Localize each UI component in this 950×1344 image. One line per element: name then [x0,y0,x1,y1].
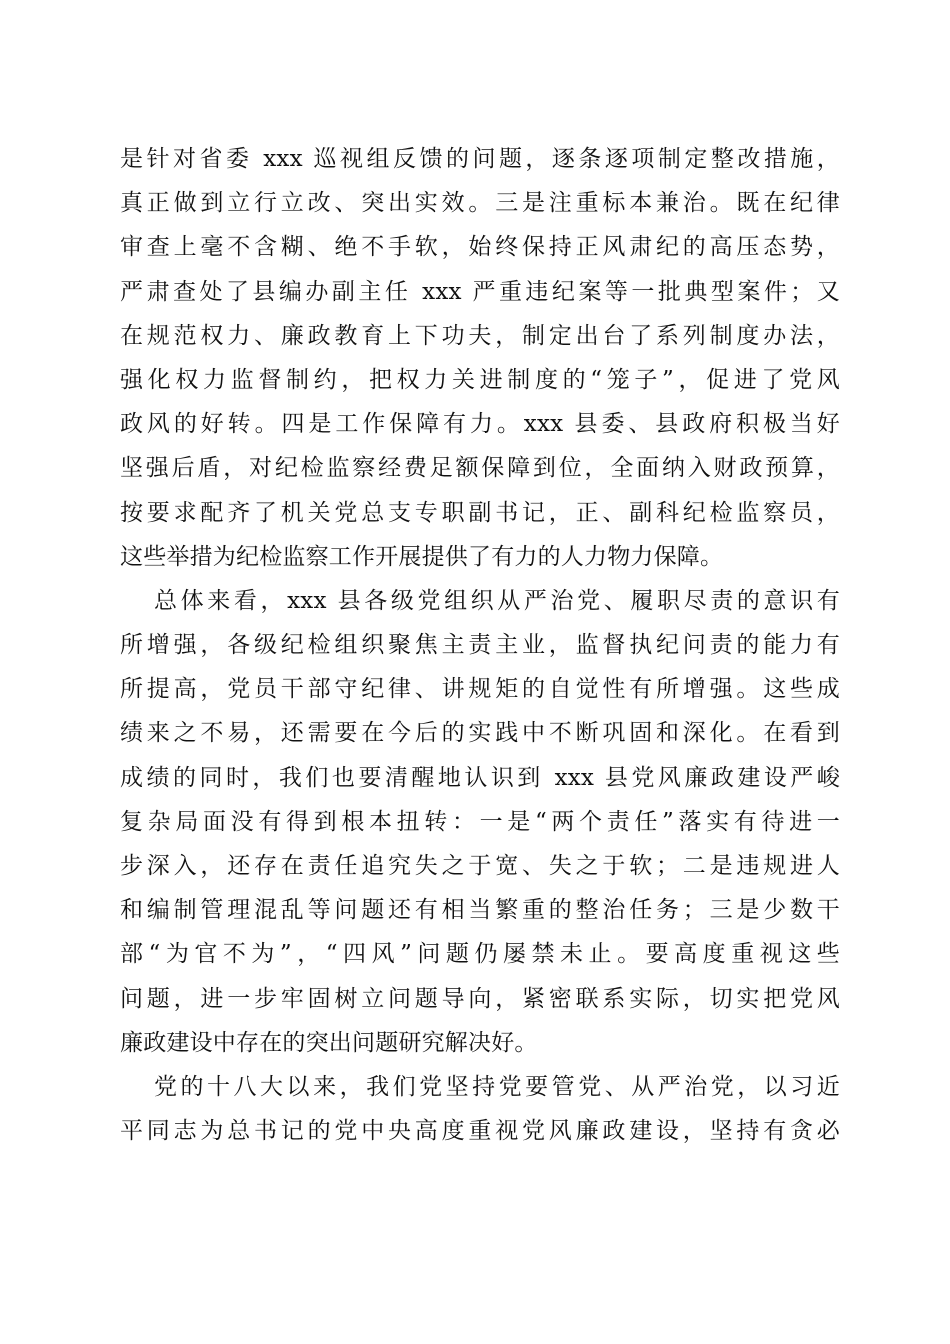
paragraph-line: 真正做到立行立改、突出实效。三是注重标本兼治。既在纪律 [120,190,840,217]
paragraph-line: 平同志为总书记的党中央高度重视党风廉政建设，坚持有贪必 [120,1118,840,1145]
paragraph-line: 复杂局面没有得到根本扭转：一是“两个责任”落实有待进一 [120,808,840,835]
paragraph-line: 党的十八大以来，我们党坚持党要管党、从严治党，以习近 [154,1073,840,1100]
paragraph-line: 这些举措为纪检监察工作开展提供了有力的人力物力保障。 [120,543,724,570]
paragraph-line: 审查上毫不含糊、绝不手软，始终保持正风肃纪的高压态势， [120,234,840,261]
paragraph-line: 问题，进一步牢固树立问题导向，紧密联系实际，切实把党风 [120,985,840,1012]
paragraph-line: 所提高，党员干部守纪律、讲规矩的自觉性有所增强。这些成 [120,676,840,703]
paragraph-line: 按要求配齐了机关党总支专职副书记，正、副科纪检监察员， [120,499,840,526]
paragraph-line: 政风的好转。四是工作保障有力。xxx 县委、县政府积极当好 [120,411,840,438]
document-body [120,137,840,1153]
paragraph-line: 强化权力监督制约，把权力关进制度的“笼子”，促进了党风 [120,366,840,393]
paragraph-line: 步深入，还存在责任追究失之于宽、失之于软；二是违规进人 [120,853,840,879]
paragraph-1 [120,137,840,579]
paragraph-2 [120,579,840,1065]
paragraph-line: 廉政建设中存在的突出问题研究解决好。 [120,1029,538,1056]
paragraph-line: 在规范权力、廉政教育上下功夫，制定出台了系列制度办法， [120,322,840,349]
paragraph-line: 坚强后盾，对纪检监察经费足额保障到位，全面纳入财政预算， [120,455,840,482]
paragraph-line: 是针对省委 xxx 巡视组反馈的问题，逐条逐项制定整改措施， [120,146,840,172]
paragraph-line: 绩来之不易，还需要在今后的实践中不断巩固和深化。在看到 [120,720,840,747]
paragraph-3 [120,1065,840,1153]
paragraph-line: 成绩的同时，我们也要清醒地认识到 xxx 县党风廉政建设严峻 [120,764,840,791]
paragraph-line: 部“为官不为”，“四风”问题仍屡禁未止。要高度重视这些 [120,941,840,968]
paragraph-line: 所增强，各级纪检组织聚焦主责主业，监督执纪问责的能力有 [120,632,840,659]
paragraph-line: 和编制管理混乱等问题还有相当繁重的整治任务；三是少数干 [120,897,840,924]
paragraph-line: 严肃查处了县编办副主任 xxx 严重违纪案等一批典型案件；又 [120,278,840,305]
paragraph-line: 总体来看，xxx 县各级党组织从严治党、履职尽责的意识有 [154,587,840,614]
